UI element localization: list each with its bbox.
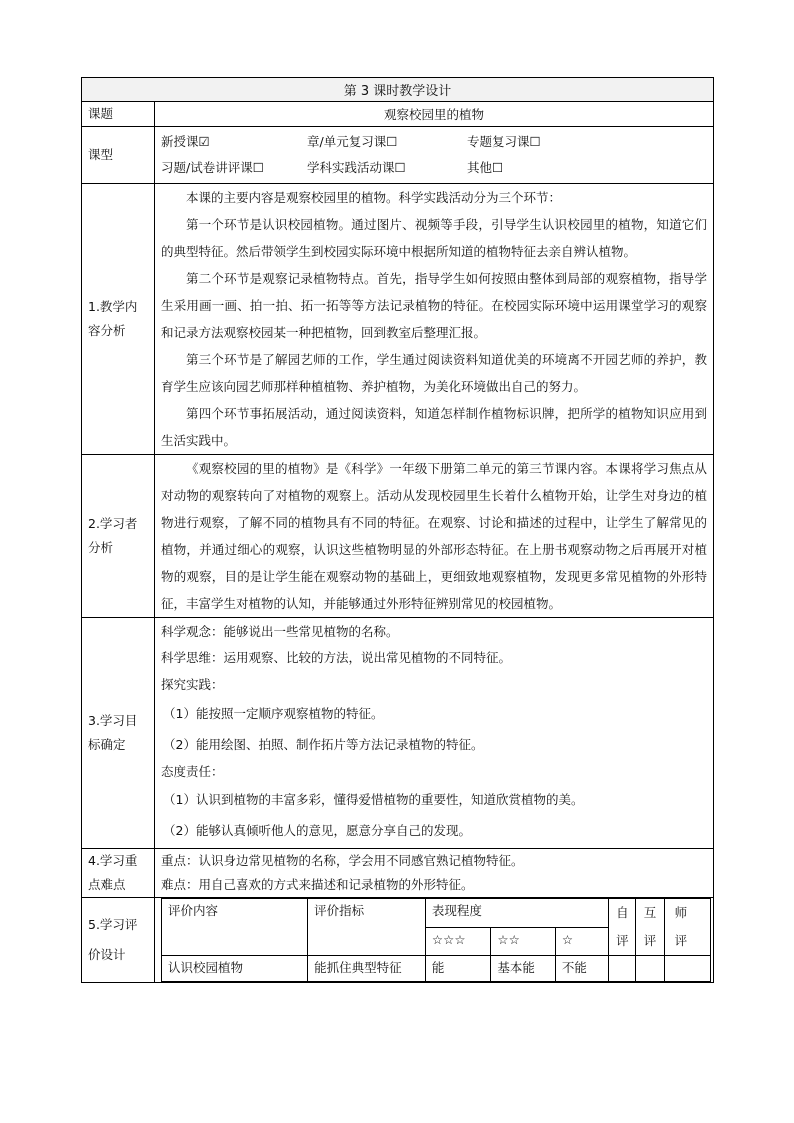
goal-practice-item: （1）能按照一定顺序观察植物的特征。 (163, 706, 384, 721)
label-line: 4.学习重 (88, 853, 138, 868)
goals-row (82, 618, 714, 849)
label-line: 点难点 (88, 877, 126, 892)
learner-analysis-row (82, 455, 714, 618)
paragraph: 第一个环节是认识校园植物。通过图片、视频等手段，引导学生认识校园里的植物，知道它们的典型特征。然后带领学生到校园实际环境中根据所知道的植物特征去亲自辨认植物。 (161, 217, 708, 259)
lesson-type-options (155, 127, 714, 184)
stars-three: ☆☆☆ (425, 927, 490, 956)
learner-analysis-label (82, 455, 155, 618)
paragraph: 本课的主要内容是观察校园里的植物。科学实践活动分为三个环节： (186, 190, 562, 205)
paragraph: 第二个环节是观察记录植物特点。首先，指导学生如何按照由整体到局部的观察植物，指导学生采用画一画、拍一拍、拓一拓等等方法记录植物的特征。在校园实际环境中运用课堂学习的观察和记录方法观察校园某一种把植物，回到教室后整理汇报。 (161, 271, 708, 340)
goal-practice-title: 探究实践： (161, 677, 224, 692)
eval-content-cell: 认识校园植物 (162, 956, 308, 982)
lesson-type-label: 课型 (82, 127, 155, 184)
eval-peer-cell (636, 956, 664, 982)
evaluation-label (82, 898, 155, 983)
label-line: 5.学习评 (88, 917, 138, 932)
label-line: 3.学习目 (88, 713, 138, 728)
content-analysis-row (82, 184, 714, 455)
goals-label (82, 618, 155, 849)
header-teacher-eval (664, 899, 710, 956)
goals-body (155, 618, 714, 849)
eval-teacher-cell (664, 956, 710, 982)
header-content: 评价内容 (162, 899, 308, 956)
label-line: 标确定 (88, 737, 126, 752)
label-line: 价设计 (88, 947, 126, 962)
learner-analysis-body (155, 455, 714, 618)
header-self-eval (609, 899, 636, 956)
goal-attitude-item: （2）能够认真倾听他人的意见，愿意分享自己的发现。 (163, 823, 471, 838)
stars-two: ☆☆ (491, 927, 555, 956)
key-points-row (82, 849, 714, 898)
title-row (82, 78, 714, 102)
goal-practice-item: （2）能用绘图、拍照、制作拓片等方法记录植物的特征。 (163, 737, 484, 752)
evaluation-row (82, 898, 714, 983)
header-indicator: 评价指标 (308, 899, 426, 956)
paragraph: 第三个环节是了解园艺师的工作，学生通过阅读资料知道优美的环境离不开园艺师的养护，教育学生应该向园艺师那样种植植物、养护植物，为美化环境做出自己的努力。 (161, 352, 708, 394)
content-analysis-label (82, 184, 155, 455)
goal-concept: 科学观念：能够说出一些常见植物的名称。 (161, 624, 399, 639)
content-analysis-body (155, 184, 714, 455)
topic-value: 观察校园里的植物 (155, 102, 714, 127)
header-text: 互 (643, 905, 657, 920)
option-new-lesson: 新授课☑ (161, 134, 210, 149)
topic-row (82, 102, 714, 127)
header-peer-eval (636, 899, 664, 956)
evaluation-data-row (162, 956, 711, 982)
evaluation-header-row (162, 899, 711, 928)
lesson-design-document (81, 77, 713, 983)
paragraph: 《观察校园的里的植物》是《科学》一年级下册第二单元的第三节课内容。本课将学习焦点从对动物的观察转向了对植物的观察上。活动从发现校园里生长着什么植物开始，让学生对身边的植物进行观察，了解不同的植物具有不同的特征。在观察、讨论和描述的过程中，让学生了解常见的植物，并通过细心的观察，认识这些植物明显的外部形态特征。在上册书观察动物之后再展开对植物的观察，目的是让学生能在观察动物的基础上，更细致地观察植物，发现更多常见植物的外形特征，丰富学生对植物的认知，并能够通过外形特征辨别常见的校园植物。 (161, 461, 708, 611)
eval-level-cell: 能 (425, 956, 490, 982)
eval-level-cell: 不能 (555, 956, 608, 982)
option-other: 其他☐ (467, 160, 504, 175)
header-text: 评 (616, 933, 629, 948)
header-text: 师 (674, 905, 688, 920)
option-unit-review: 章/单元复习课☐ (307, 134, 398, 149)
key-point: 重点：认识身边常见植物的名称，学会用不同感官熟记植物特征。 (161, 853, 524, 868)
option-practice-activity: 学科实践活动课☐ (307, 160, 406, 175)
eval-level-cell: 基本能 (491, 956, 555, 982)
label-line: 容分析 (88, 323, 126, 338)
paragraph: 第四个环节事拓展活动，通过阅读资料，知道怎样制作植物标识牌，把所学的植物知识应用到生活实践中。 (161, 406, 708, 448)
label-line: 2.学习者 (88, 516, 138, 531)
stars-one: ☆ (555, 927, 608, 956)
lesson-type-row (82, 127, 714, 184)
option-topic-review: 专题复习课☐ (467, 134, 541, 149)
header-performance: 表现程度 (425, 899, 608, 928)
goal-thinking: 科学思维：运用观察、比较的方法，说出常见植物的不同特征。 (161, 650, 512, 665)
lesson-design-table (81, 77, 714, 983)
difficult-point: 难点：用自己喜欢的方式来描述和记录植物的外形特征。 (161, 877, 474, 892)
option-exercise-review: 习题/试卷讲评课☐ (161, 160, 264, 175)
evaluation-body (155, 898, 714, 983)
goal-attitude-item: （1）认识到植物的丰富多彩，懂得爱惜植物的重要性，知道欣赏植物的美。 (163, 792, 584, 807)
document-title: 第 3 课时教学设计 (82, 78, 714, 102)
label-line: 分析 (88, 540, 114, 555)
goal-attitude-title: 态度责任： (161, 764, 224, 779)
header-text: 自 (616, 905, 629, 920)
key-points-body (155, 849, 714, 898)
key-points-label (82, 849, 155, 898)
evaluation-table (161, 898, 711, 982)
eval-self-cell (609, 956, 636, 982)
topic-label: 课题 (82, 102, 155, 127)
label-line: 1.教学内 (88, 299, 138, 314)
eval-indicator-cell: 能抓住典型特征 (308, 956, 426, 982)
header-text: 评 (674, 933, 688, 948)
header-text: 评 (643, 933, 657, 948)
